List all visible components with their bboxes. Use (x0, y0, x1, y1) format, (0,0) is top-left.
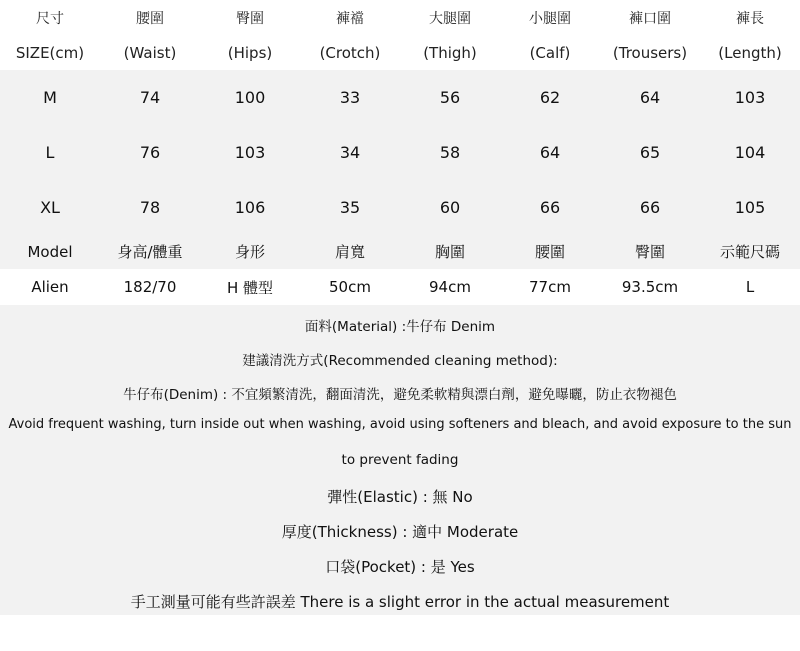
header-hips-cn: 臀圍 (236, 11, 264, 27)
waist-value: 74 (139, 88, 161, 107)
cleaning-cn-note: 牛仔布(Denim) : 不宜頻繁清洗，翻面清洗，避免柔軟精與漂白劑，避免曝曬，防止衣物褪色 (123, 387, 677, 403)
header-thigh-en: (Thigh) (423, 44, 477, 62)
size-label: L (45, 143, 55, 162)
header-length-cn: 褲長 (736, 11, 764, 27)
elastic-note: 彈性(Elastic) : 無 No (327, 488, 473, 506)
model-chest: 94cm (429, 278, 471, 296)
thigh-value: 56 (439, 88, 461, 107)
trousers-value: 65 (639, 143, 661, 162)
calf-value: 64 (539, 143, 561, 162)
model-header-shoulder: 肩寬 (334, 243, 365, 261)
material-note: 面料(Material) :牛仔布 Denim (304, 319, 496, 335)
model-header-hips: 臀圍 (634, 243, 665, 261)
size-label: M (43, 88, 57, 107)
model-size-worn: L (745, 278, 755, 296)
hips-value: 106 (234, 197, 266, 217)
product-notes (0, 305, 800, 615)
size-header-en-row (0, 36, 800, 70)
header-waist-en: (Waist) (123, 44, 177, 62)
measurement-error-note: 手工測量可能有些許誤差 There is a slight error in the actual measurement (130, 593, 670, 611)
model-waist: 77cm (529, 278, 571, 296)
size-row-m (0, 70, 800, 125)
waist-value: 76 (139, 143, 161, 162)
header-crotch-en: (Crotch) (319, 44, 381, 62)
model-header-body-shape: 身形 (234, 243, 265, 261)
header-calf-en: (Calf) (529, 44, 571, 62)
thickness-note: 厚度(Thickness) : 適中 Moderate (281, 523, 519, 541)
size-header-cn-row (0, 0, 800, 36)
model-height-weight: 182/70 (123, 278, 177, 296)
header-crotch-cn: 褲襠 (336, 11, 364, 27)
header-waist-cn: 腰圍 (136, 11, 164, 27)
length-value: 105 (734, 197, 766, 217)
trousers-value: 64 (639, 88, 661, 107)
header-size-cn: 尺寸 (36, 11, 64, 27)
model-header-waist: 腰圍 (534, 243, 565, 261)
crotch-value: 34 (339, 143, 361, 162)
hips-value: 103 (234, 143, 266, 162)
model-header-name: Model (27, 242, 73, 261)
trousers-value: 66 (639, 197, 661, 217)
size-row-xl (0, 180, 800, 234)
cleaning-en-note-line1: Avoid frequent washing, turn inside out when washing, avoid using softeners and bleach, and avoid exposure to the sun (8, 417, 792, 432)
header-calf-cn: 小腿圍 (529, 11, 571, 27)
waist-value: 78 (139, 197, 161, 217)
size-label: XL (40, 197, 60, 217)
cleaning-en-note-line2: to prevent fading (341, 452, 459, 468)
size-row-l (0, 125, 800, 180)
model-header-row (0, 234, 800, 269)
length-value: 103 (734, 88, 766, 107)
header-trousers-cn: 褲口圍 (629, 11, 671, 27)
header-thigh-cn: 大腿圍 (429, 11, 471, 27)
model-body-shape: H 體型 (226, 278, 274, 297)
model-shoulder: 50cm (329, 278, 371, 296)
model-header-chest: 胸圍 (434, 243, 465, 261)
model-header-height-weight: 身高/體重 (117, 243, 183, 261)
header-length-en: (Length) (718, 44, 782, 62)
hips-value: 100 (234, 88, 266, 107)
model-data-row (0, 269, 800, 305)
crotch-value: 35 (339, 197, 361, 217)
cleaning-title: 建議清洗方式(Recommended cleaning method): (242, 353, 558, 369)
calf-value: 66 (539, 197, 561, 217)
model-header-size-worn: 示範尺碼 (719, 243, 780, 261)
thigh-value: 60 (439, 197, 461, 217)
header-trousers-en: (Trousers) (612, 44, 688, 62)
model-name: Alien (31, 278, 69, 296)
model-hips: 93.5cm (621, 278, 679, 296)
crotch-value: 33 (339, 88, 361, 107)
pocket-note: 口袋(Pocket) : 是 Yes (325, 558, 475, 576)
header-hips-en: (Hips) (227, 44, 273, 62)
thigh-value: 58 (439, 143, 461, 162)
calf-value: 62 (539, 88, 561, 107)
length-value: 104 (734, 143, 766, 162)
header-size-en: SIZE(cm) (15, 44, 85, 62)
